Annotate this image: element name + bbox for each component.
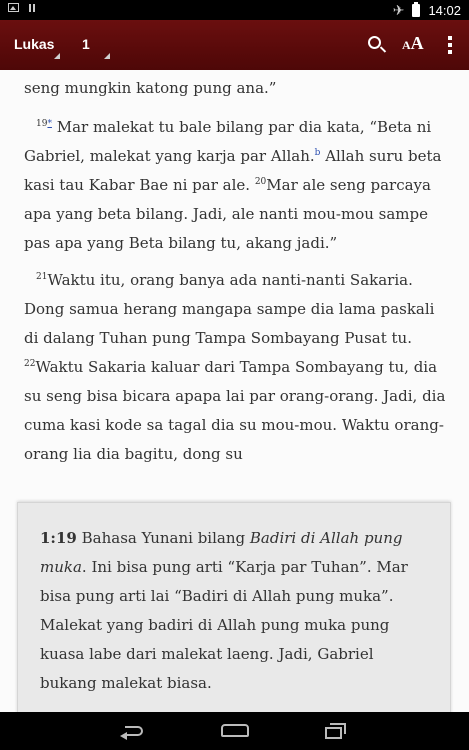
verse-text: Mar malekat tu bale bilang par dia kata, “Beta ni Gabriel, malekat yang karja par Allah.	[24, 118, 432, 165]
book-dropdown-icon[interactable]	[54, 53, 60, 59]
book-selector[interactable]: Lukas	[14, 36, 55, 52]
back-icon[interactable]	[120, 724, 146, 738]
gallery-icon	[8, 3, 19, 12]
verse-number: 21	[36, 272, 48, 282]
footnote-marker[interactable]: *	[47, 119, 52, 129]
overflow-menu-icon[interactable]	[448, 36, 452, 54]
verse-paragraph	[24, 266, 449, 469]
home-icon[interactable]	[221, 724, 249, 737]
search-icon[interactable]	[368, 36, 381, 49]
airplane-icon: ✈	[392, 2, 405, 18]
battery-icon	[412, 4, 420, 17]
verse-text: Waktu itu, orang banya ada nanti-nanti Sakaria. Dong samua herang mangapa sampe dia lama paskali di dalang Tuhan pung Tampa Sombayang Pusat tu.	[24, 271, 435, 347]
app-bar	[0, 20, 469, 70]
cross-reference-marker[interactable]: b	[314, 148, 321, 158]
chapter-dropdown-icon[interactable]	[104, 53, 110, 59]
footnote-italic-text: Badiri di Allah pung muka	[40, 529, 403, 576]
pause-icon	[29, 4, 35, 12]
navigation-bar	[0, 712, 469, 750]
verse-text: Allah suru beta kasi tau Kabar Bae ni par ale.	[24, 147, 442, 194]
footnote-popup[interactable]	[17, 502, 451, 712]
text-size-icon[interactable]: AA	[402, 33, 424, 53]
footnote-reference: 1:19	[40, 529, 77, 547]
reader-content[interactable]	[0, 70, 469, 712]
verse-text: Waktu Sakaria kaluar dari Tampa Sombayang tu, dia su seng bisa bicara apapa lai par orang-orang. Jadi, dia cuma kasi kode sa tagal dia su mou-mou. Waktu orang-orang lia dia bagitu, dong su	[24, 358, 446, 463]
verse-number: 19	[36, 119, 48, 129]
verse-number: 22	[24, 359, 36, 369]
verse-text: Mar ale seng parcaya apa yang beta bilang. Jadi, ale nanti mou-mou sampe pas apa yang Beta bilang tu, akang jadi.”	[24, 176, 431, 252]
status-bar	[0, 0, 469, 20]
footnote-text: 1:19 Bahasa Yunani bilang Badiri di Allah pung muka. Ini bisa pung arti “Karja par Tuhan”. Mar bisa pung arti lai “Badiri di Allah pung muka”. Malekat yang badiri di Allah pung muka pung kuasa labe dari malekat laeng. Jadi, Gabriel bukang malekat biasa.	[40, 529, 408, 692]
recents-icon[interactable]	[325, 723, 347, 739]
verse-number: 20	[254, 177, 267, 187]
chapter-selector[interactable]: 1	[82, 36, 90, 52]
verse-paragraph	[24, 113, 449, 258]
verse-text-continuation: seng mungkin katong pung ana.”	[24, 79, 277, 97]
status-time: 14:02	[428, 3, 461, 18]
